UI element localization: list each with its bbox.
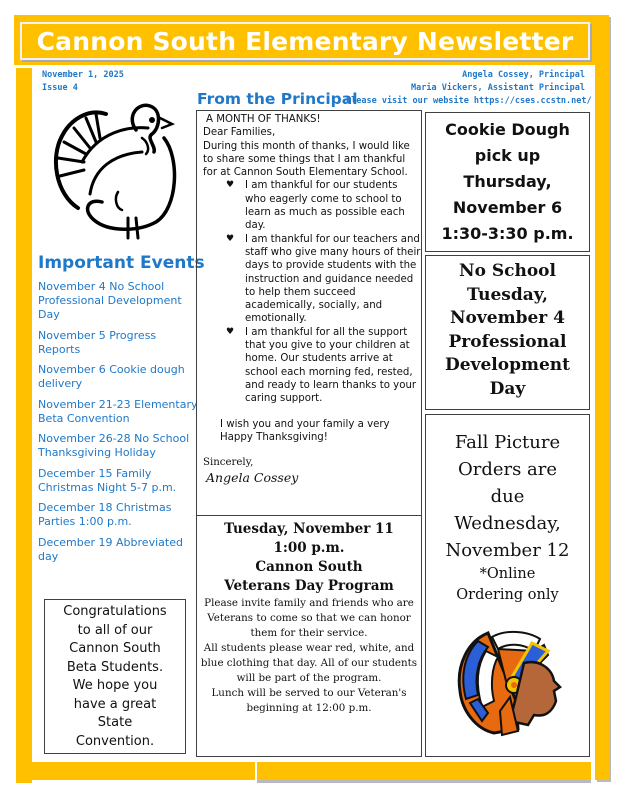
events-list [38,280,198,570]
thanks-item-text: I am thankful for our teachers and staff who give many hours of their days to provide students with the instruction and guidance needed to help them succeed academically, socially, and emotionally. [245,233,421,325]
congrats-line: to all of our [77,622,153,638]
right-frame-bar [595,15,609,780]
picture-line: Orders are [457,459,558,480]
thanks-item-text: I am thankful for all the support that you give to your children at home. Our students arrive at school each morning fed, rested, and ready to learn thanks to your caring support. [245,326,417,405]
fall-picture-box [425,414,590,757]
congrats-line: State [97,715,133,730]
congrats-line: have a great [73,696,157,712]
event-item: December 18 Christmas Parties 1:00 p.m. [38,501,172,528]
event-item: November 4 No School Professional Development Day [38,280,182,321]
thanks-item [226,233,421,326]
veterans-heading-line: 1:00 p.m. [273,540,345,556]
event-item: December 15 Family Christmas Night 5-7 p.m. [38,466,177,494]
congrats-line: Convention. [75,733,155,749]
veterans-heading-line: Tuesday, November 11 [224,521,394,537]
no-school-line: November 4 [450,308,565,328]
congrats-line: Congratulations [63,604,167,619]
newsletter-title: Cannon South Elementary Newsletter [20,22,590,60]
no-school-line: Development [445,355,570,375]
cookie-line: November 6 [452,198,563,217]
veterans-paragraph: Lunch will be served to our Veteran's beginning at 12:00 p.m. [211,687,407,714]
veterans-heading-line: Veterans Day Program [224,578,394,594]
principal-letter-box [196,110,422,516]
no-school-line: No School [459,261,556,281]
congrats-line: Cannon South [69,641,161,656]
no-school-line: Professional [448,331,567,352]
event-item: December 19 Abbreviated day [38,535,183,563]
turkey-outline-icon [38,98,188,248]
congrats-line: We hope you [72,678,158,693]
issue-number: Issue 4 [42,83,78,93]
cookie-line: pick up [474,146,541,165]
heart-bullet-icon: ♥ [226,233,235,244]
letter-title: A MONTH OF THANKS! [206,114,321,125]
heart-bullet-icon: ♥ [226,326,235,337]
veterans-paragraph: Please invite family and friends who are Veterans to come so that we can honor them for their service. [204,597,414,639]
thanks-item [226,326,421,406]
left-frame-bar [16,68,32,783]
website-link[interactable]: Please visit our website https://cses.ccstn.net/ [346,96,592,106]
cookie-line: Thursday, [463,172,552,191]
cookie-dough-box [425,112,590,252]
event-item: November 21-23 Elementary Beta Convention [38,397,198,425]
thanks-item [226,179,421,232]
cookie-line: 1:30-3:30 p.m. [441,224,574,243]
thanks-item-text: I am thankful for our students who eagerly come to school to learn as much as possible each day. [245,180,405,232]
school-mascot-headdress-icon [448,621,568,739]
beta-congrats-box [44,599,186,754]
event-item: November 6 Cookie dough delivery [38,363,185,390]
picture-line: November 12 [445,540,570,561]
heart-bullet-icon: ♥ [226,180,235,191]
veterans-paragraph: All students please wear red, white, and blue clothing that day. All of our students will be part of the program. [200,642,418,684]
congrats-line: Beta Students. [66,659,164,675]
assistant-principal-name: Maria Vickers, Assistant Principal [411,83,585,93]
no-school-line: Tuesday, [467,284,548,305]
letter-closing: I wish you and your family a very Happy Thanksgiving! [220,418,390,443]
bottom-frame-bar-left [30,762,255,780]
no-school-line: Day [489,378,526,399]
picture-line: due [490,486,525,507]
event-item: November 26-28 No School Thanksgiving Holiday [38,432,190,459]
important-events-heading: Important Events [38,253,205,273]
cookie-line: Cookie Dough [445,120,570,139]
event-item: November 5 Progress Reports [38,328,157,356]
letter-greeting: Dear Families, [203,127,276,139]
thanks-list [203,179,421,405]
picture-note: Ordering only [456,587,559,603]
letter-intro: During this month of thanks, I would like to share some things that I am thankful for at Cannon South Elementary School. [203,140,410,179]
picture-note: *Online [479,566,536,582]
veterans-heading-line: Cannon South [255,559,363,575]
from-principal-heading: From the Principal [197,90,358,108]
veterans-day-box [196,515,422,757]
letter-sincerely: Sincerely, [203,457,254,469]
letter-signature: Angela Cossey [206,470,299,486]
picture-line: Wednesday, [454,513,561,534]
principal-name: Angela Cossey, Principal [462,70,585,80]
bottom-frame-bar-right [257,762,591,780]
no-school-box [425,255,590,410]
picture-line: Fall Picture [454,432,561,453]
issue-date: November 1, 2025 [42,70,124,80]
